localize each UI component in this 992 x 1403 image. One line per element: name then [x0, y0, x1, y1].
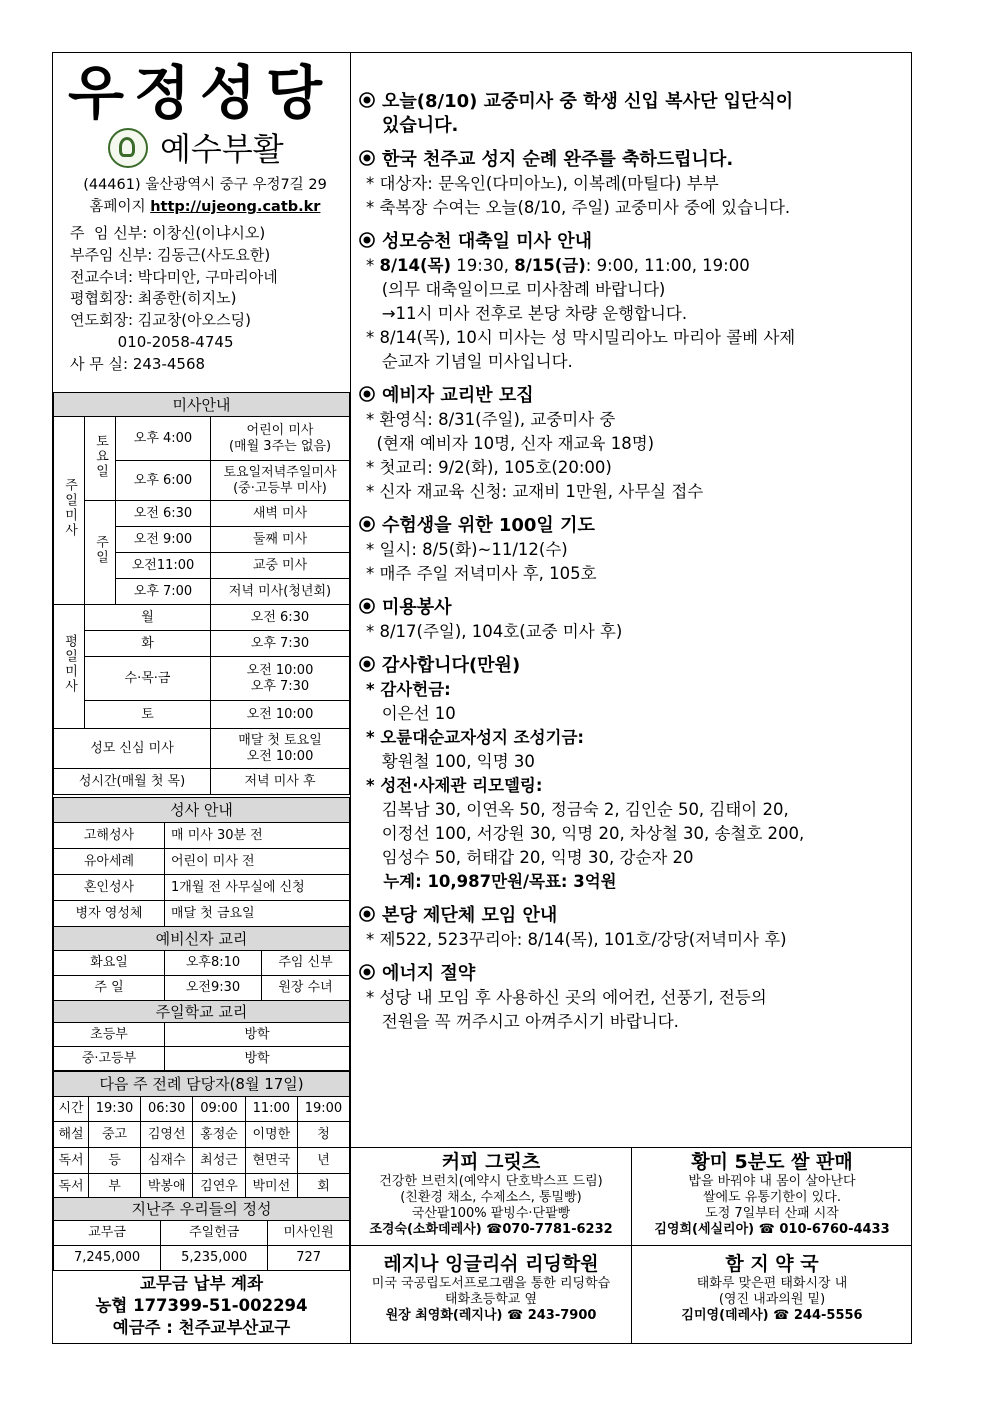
ad-contact: 원장 최영화(레지나) ☎ 243-7900 — [385, 1308, 597, 1323]
duty-cell: 최성근 — [193, 1148, 245, 1174]
ad-reading-academy — [352, 1252, 630, 1324]
catechumen-day: 화요일 — [54, 951, 165, 976]
ad-title: 레지나 잉글리쉬 리딩학원 — [383, 1253, 599, 1275]
staff-line: 전교수녀: 박다미안, 구마리아네 — [70, 267, 278, 286]
extra-mass-value: 매달 첫 토요일 오전 10:00 — [211, 729, 350, 769]
ad-line: 미국 국공립도서프로그램을 통한 리딩학습 — [371, 1276, 611, 1291]
sunday-sub-label: 주일 — [85, 501, 116, 605]
account-number: 농협 177399-51-002294 — [95, 1296, 308, 1315]
mass-name: 저녁 미사(청년회) — [211, 579, 350, 605]
catechumen-time: 오후8:10 — [165, 951, 262, 976]
offering-label: 교무금 — [54, 1221, 161, 1246]
notice-line: * 환영식: 8/31(주일), 교중미사 중 — [366, 410, 616, 429]
ad-title: 함 지 약 국 — [725, 1253, 819, 1275]
duty-cell: 회 — [297, 1174, 349, 1200]
account-title: 교무금 납부 계좌 — [139, 1274, 264, 1293]
notice-title: 성모승천 대축일 미사 안내 — [356, 230, 904, 254]
duty-time: 09:00 — [193, 1097, 245, 1122]
circle-bullet-icon — [358, 655, 376, 673]
notice-line: * 대상자: 문옥인(다미아노), 이복례(마틸다) 부부 — [366, 174, 719, 193]
mass-table — [53, 392, 350, 795]
weekday-mass-label: 평일미사 — [54, 605, 85, 729]
sacrament-label: 혼인성사 — [54, 875, 165, 901]
church-subtitle: 예수부활 — [160, 130, 284, 168]
catechumen-header: 예비신자 교리 — [54, 927, 350, 951]
notice-title: 본당 제단체 모임 안내 — [356, 904, 904, 928]
notice-line: 이은선 10 — [366, 704, 456, 723]
ad-line: 밥을 바꿔야 내 몸이 살아난다 — [688, 1174, 856, 1189]
notice-line: * 감사헌금: — [366, 680, 451, 699]
duty-cell: 등 — [89, 1148, 141, 1174]
ad-title: 황미 5분도 쌀 판매 — [691, 1151, 853, 1173]
notice-line: * 매주 주일 저녁미사 후, 105호 — [366, 564, 597, 583]
duty-cell: 중고 — [89, 1122, 141, 1148]
weekday-day: 월 — [85, 605, 211, 631]
mass-time: 오전 9:00 — [116, 527, 211, 553]
notice-item — [356, 230, 904, 374]
sunday-school-header: 주일학교 교리 — [54, 1001, 350, 1023]
notice-line: * 성전·사제관 리모델링: — [366, 776, 543, 795]
catechumen-day: 주 일 — [54, 976, 165, 1001]
notice-title: 미용봉사 — [356, 596, 904, 620]
church-logo-icon — [108, 128, 148, 168]
notice-line: * 8/14(목), 10시 미사는 성 막시밀리아노 마리아 콜베 사제 — [366, 328, 796, 347]
mass-name: 교중 미사 — [211, 553, 350, 579]
account-info — [53, 1273, 350, 1339]
ad-title: 커피 그릿츠 — [441, 1151, 541, 1173]
ad-pharmacy — [633, 1252, 911, 1324]
ad-coffee-gritz — [352, 1150, 630, 1238]
offering-label: 미사인원 — [268, 1221, 350, 1246]
ads-column-divider — [631, 1147, 632, 1344]
saturday-label: 토요일 — [85, 417, 116, 501]
weekday-day: 수·목·금 — [85, 657, 211, 701]
offering-value: 7,245,000 — [54, 1246, 161, 1271]
mass-header: 미사안내 — [54, 393, 350, 417]
sacrament-value: 매 미사 30분 전 — [165, 823, 350, 849]
notice-title: 한국 천주교 성지 순례 완주를 축하드립니다. — [356, 148, 904, 172]
staff-line: 010-2058-4745 — [70, 332, 234, 351]
duty-cell: 부 — [89, 1174, 141, 1200]
staff-line: 연도회장: 김교창(아오스딩) — [70, 311, 251, 330]
duty-cell: 심재수 — [141, 1148, 193, 1174]
weekday-time: 오전 10:00 — [211, 701, 350, 729]
notice-line: 전원을 꼭 꺼주시고 아껴주시기 바랍니다. — [366, 1012, 679, 1031]
mass-time: 오후 4:00 — [116, 417, 211, 461]
ad-line: (친환경 채소, 수제소스, 통밀빵) — [400, 1190, 582, 1205]
ad-line: 국산팥100% 팥빙수·단팥빵 — [411, 1206, 571, 1221]
catechumen-time: 오전9:30 — [165, 976, 262, 1001]
notice-title: 수험생을 위한 100일 기도 — [356, 514, 904, 538]
catechumen-table — [53, 926, 350, 1001]
staff-line: 사 무 실: 243-4568 — [70, 354, 206, 373]
mass-name: 둘째 미사 — [211, 527, 350, 553]
church-address: (44461) 울산광역시 중구 우정7길 29 — [83, 177, 327, 193]
duty-cell: 현면국 — [245, 1148, 297, 1174]
catechumen-who: 원장 수녀 — [262, 976, 350, 1001]
column-divider — [350, 52, 351, 1344]
ad-line: 태화루 맞은편 태화시장 내 — [696, 1276, 848, 1291]
notice-title: 에너지 절약 — [356, 962, 904, 986]
ad-line: 도정 7일부터 산패 시작 — [705, 1206, 839, 1221]
catechumen-who: 주임 신부 — [262, 951, 350, 976]
mass-time: 오후 7:00 — [116, 579, 211, 605]
duty-time: 시간 — [54, 1097, 89, 1122]
ad-contact: 김영희(세실리아) ☎ 010-6760-4433 — [654, 1222, 890, 1237]
duty-cell: 이명한 — [245, 1122, 297, 1148]
notice-line: * 8/14(목) 19:30, 8/15(금): 9:00, 11:00, 19:00 — [366, 256, 750, 275]
homepage-link[interactable]: http://ujeong.catb.kr — [150, 199, 321, 215]
extra-mass-label: 성모 신심 미사 — [54, 729, 211, 769]
school-label: 초등부 — [54, 1023, 165, 1047]
notice-line: * 일시: 8/5(화)~11/12(수) — [366, 540, 568, 559]
notices — [356, 90, 904, 1044]
notice-title: 예비자 교리반 모집 — [356, 384, 904, 408]
mass-name: 새벽 미사 — [211, 501, 350, 527]
ad-contact: 김미영(데레사) ☎ 244-5556 — [681, 1308, 863, 1323]
weekday-day: 토 — [85, 701, 211, 729]
church-title: 우정성당 — [67, 59, 333, 127]
circle-bullet-icon — [358, 149, 376, 167]
notice-line: 김복남 30, 이연옥 50, 정금숙 2, 김인순 50, 김태이 20, — [366, 800, 789, 819]
mass-time: 오전 6:30 — [116, 501, 211, 527]
school-value: 방학 — [165, 1047, 350, 1071]
weekday-time: 오후 7:30 — [211, 631, 350, 657]
ad-line: 건강한 브런치(예약시 단호박스프 드림) — [379, 1174, 603, 1189]
duty-table — [53, 1071, 350, 1200]
sacrament-table — [53, 797, 350, 927]
weekday-time: 오전 10:00 오후 7:30 — [211, 657, 350, 701]
sacrament-label: 병자 영성체 — [54, 901, 165, 927]
mass-time: 오후 6:00 — [116, 461, 211, 501]
extra-mass-value: 저녁 미사 후 — [211, 769, 350, 795]
weekday-time: 오전 6:30 — [211, 605, 350, 631]
notice-line: →11시 미사 전후로 본당 차량 운행합니다. — [366, 304, 688, 323]
extra-mass-label: 성시간(매월 첫 목) — [54, 769, 211, 795]
duty-cell: 년 — [297, 1148, 349, 1174]
circle-bullet-icon — [358, 231, 376, 249]
ad-rice-sale — [633, 1150, 911, 1238]
notice-item — [356, 654, 904, 894]
circle-bullet-icon — [358, 91, 376, 109]
duty-cell: 박봉애 — [141, 1174, 193, 1200]
notice-line: * 성당 내 모임 후 사용하신 곳의 에어컨, 선풍기, 전등의 — [366, 988, 767, 1007]
notice-item — [356, 904, 904, 952]
offering-table — [53, 1197, 350, 1271]
notice-line: * 오륜대순교자성지 조성기금: — [366, 728, 584, 747]
notice-item — [356, 90, 904, 138]
school-value: 방학 — [165, 1023, 350, 1047]
duty-cell: 홍정순 — [193, 1122, 245, 1148]
duty-cell: 박미선 — [245, 1174, 297, 1200]
notice-line: 황원철 100, 익명 30 — [366, 752, 535, 771]
duty-time: 19:00 — [297, 1097, 349, 1122]
notice-line: * 제522, 523꾸리아: 8/14(목), 101호/강당(저녁미사 후) — [366, 930, 787, 949]
notice-item — [356, 148, 904, 220]
duty-cell: 독서 — [54, 1174, 89, 1200]
notice-title: 오늘(8/10) 교중미사 중 학생 신입 복사단 입단식이 있습니다. — [356, 90, 904, 138]
notice-item — [356, 384, 904, 504]
duty-time: 19:30 — [89, 1097, 141, 1122]
staff-list — [70, 223, 350, 376]
duty-cell: 독서 — [54, 1148, 89, 1174]
offering-value: 5,235,000 — [161, 1246, 268, 1271]
notice-title: 감사합니다(만원) — [356, 654, 904, 678]
duty-cell: 청 — [297, 1122, 349, 1148]
duty-time: 06:30 — [141, 1097, 193, 1122]
circle-bullet-icon — [358, 597, 376, 615]
notice-line: 누계: 10,987만원/목표: 3억원 — [366, 872, 617, 891]
notice-line: (의무 대축일이므로 미사참례 바랍니다) — [366, 280, 666, 299]
sacrament-label: 유아세례 — [54, 849, 165, 875]
duty-cell: 김연우 — [193, 1174, 245, 1200]
homepage-line — [60, 196, 350, 218]
sacrament-label: 고해성사 — [54, 823, 165, 849]
duty-cell: 해설 — [54, 1122, 89, 1148]
notice-line: * 8/17(주일), 104호(교중 미사 후) — [366, 622, 623, 641]
staff-line: 주 임 신부: 이창신(이냐시오) — [70, 224, 266, 242]
duty-cell: 김영선 — [141, 1122, 193, 1148]
notice-item — [356, 596, 904, 644]
notice-line: 이정선 100, 서강원 30, 익명 20, 차상철 30, 송철호 200, — [366, 824, 805, 843]
ad-line: (영진 내과의원 밑) — [718, 1292, 826, 1307]
weekday-day: 화 — [85, 631, 211, 657]
circle-bullet-icon — [358, 905, 376, 923]
circle-bullet-icon — [358, 385, 376, 403]
mass-time: 오전11:00 — [116, 553, 211, 579]
sacrament-value: 어린이 미사 전 — [165, 849, 350, 875]
mass-name: 토요일저녁주일미사 (중·고등부 미사) — [211, 461, 350, 501]
notice-item — [356, 514, 904, 586]
notice-item — [356, 962, 904, 1034]
notice-line: 임성수 50, 허태갑 20, 익명 30, 강순자 20 — [366, 848, 694, 867]
notice-line: * 축복장 수여는 오늘(8/10, 주일) 교중미사 중에 있습니다. — [366, 198, 791, 217]
duty-time: 11:00 — [245, 1097, 297, 1122]
sacrament-header: 성사 안내 — [54, 798, 350, 823]
ad-line: 쌀에도 유통기한이 있다. — [703, 1190, 841, 1205]
school-label: 중·고등부 — [54, 1047, 165, 1071]
ad-contact: 조경숙(소화데레사) ☎070-7781-6232 — [369, 1222, 613, 1237]
circle-bullet-icon — [358, 515, 376, 533]
duty-header: 다음 주 전례 담당자(8월 17일) — [54, 1072, 350, 1097]
notice-line: 순교자 기념일 미사입니다. — [366, 352, 573, 371]
offering-label: 주일헌금 — [161, 1221, 268, 1246]
account-holder: 예금주 : 천주교부산교구 — [112, 1318, 291, 1337]
sacrament-value: 매달 첫 금요일 — [165, 901, 350, 927]
mass-name: 어린이 미사 (매월 3주는 없음) — [211, 417, 350, 461]
sacrament-value: 1개월 전 사무실에 신청 — [165, 875, 350, 901]
sunday-mass-label: 주일미사 — [54, 417, 85, 605]
notice-line: (현재 예비자 10명, 신자 재교육 18명) — [366, 434, 655, 453]
notice-line: * 신자 재교육 신청: 교재비 1만원, 사무실 접수 — [366, 482, 704, 501]
offering-header: 지난주 우리들의 정성 — [54, 1198, 350, 1221]
notice-line: * 첫교리: 9/2(화), 105호(20:00) — [366, 458, 612, 477]
sunday-school-table — [53, 1000, 350, 1071]
staff-line: 평협회장: 최종한(히지노) — [70, 289, 237, 308]
homepage-label: 홈페이지 — [89, 199, 146, 215]
circle-bullet-icon — [358, 963, 376, 981]
staff-line: 부주임 신부: 김동근(사도요한) — [70, 245, 271, 264]
ad-line: 태화초등학교 옆 — [444, 1292, 538, 1307]
offering-value: 727 — [268, 1246, 350, 1271]
